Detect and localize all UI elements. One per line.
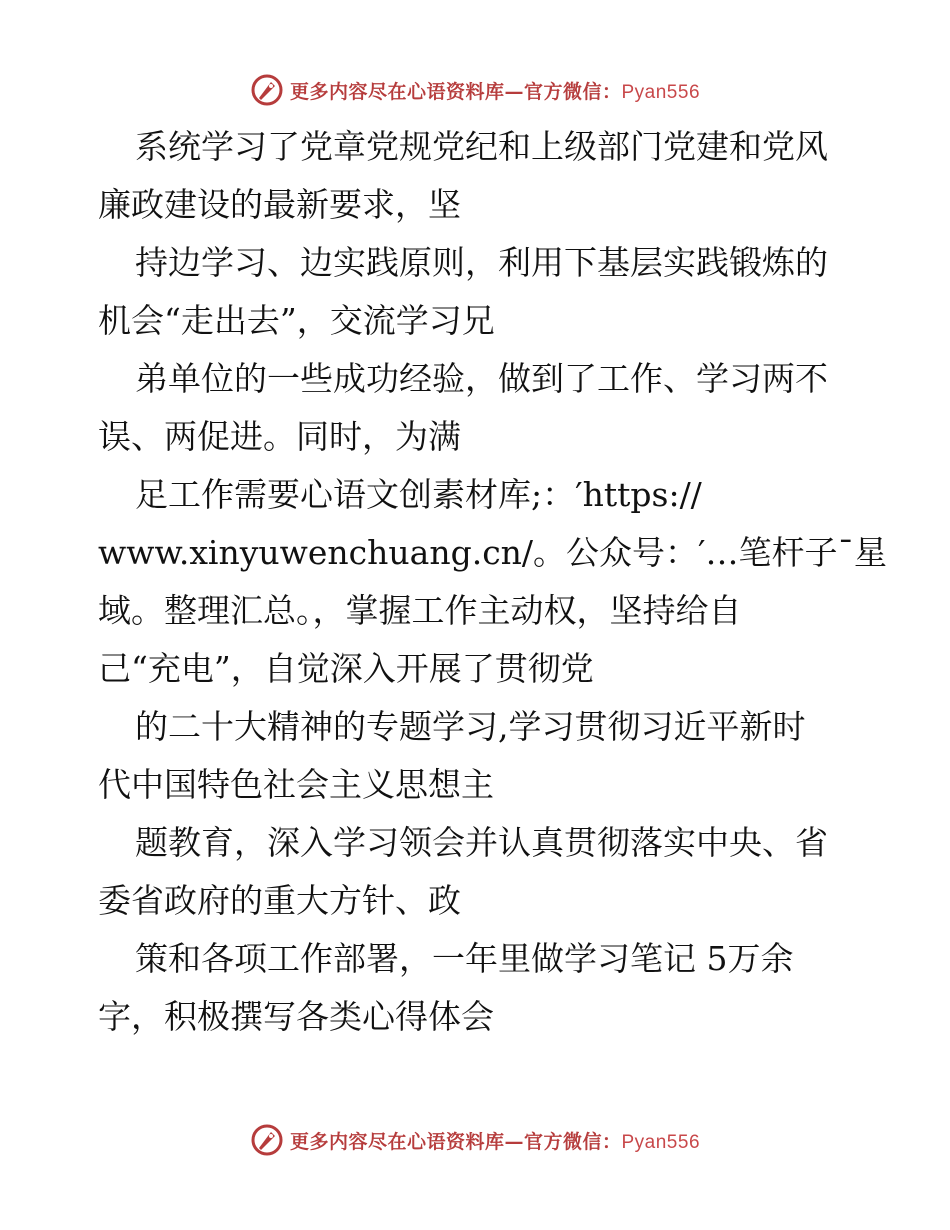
document-body bbox=[98, 118, 888, 1046]
text-line: 策和各项工作部署，一年里做学习笔记 5万余 bbox=[135, 939, 794, 978]
pen-nib-circle-logo bbox=[250, 73, 284, 107]
text-line: 己“充电”，自觉深入开展了贯彻党 bbox=[98, 649, 594, 688]
footer-banner bbox=[0, 1120, 950, 1160]
text-line: 委省政府的重大方针、政 bbox=[98, 881, 461, 920]
text-line: 廉政建设的最新要求，坚 bbox=[98, 185, 461, 224]
header-banner bbox=[0, 70, 950, 110]
footer-banner-dash: — bbox=[504, 1130, 524, 1153]
text-line: 字，积极撰写各类心得体会 bbox=[98, 997, 494, 1036]
header-banner-text bbox=[290, 77, 700, 104]
text-line: 弟单位的一些成功经验，做到了工作、学习两不 bbox=[135, 359, 828, 398]
footer-banner-text bbox=[290, 1127, 700, 1154]
text-line: 机会“走出去”，交流学习兄 bbox=[98, 301, 495, 340]
text-line: 足工作需要心语文创素材库;：′https:// bbox=[135, 475, 702, 514]
header-banner-title: 更多内容尽在心语资料库 bbox=[289, 80, 505, 103]
pen-nib-circle-logo bbox=[250, 1123, 284, 1157]
header-banner-dash: — bbox=[504, 80, 524, 103]
text-line: 系统学习了党章党规党纪和上级部门党建和党风 bbox=[135, 127, 828, 166]
text-line: 域。整理汇总。，掌握工作主动权，坚持给自 bbox=[98, 591, 742, 630]
text-line: 代中国特色社会主义思想主 bbox=[98, 765, 494, 804]
text-line: 持边学习、边实践原则，利用下基层实践锻炼的 bbox=[135, 243, 828, 282]
text-line: 题教育，深入学习领会并认真贯彻落实中央、省 bbox=[135, 823, 828, 862]
text-line: www.xinyuwenchuang.cn/。公众号：′…笔杆子¯星 bbox=[98, 533, 888, 572]
footer-banner-contact-id: Pyan556 bbox=[621, 1131, 701, 1153]
header-banner-contact-label: 官方微信： bbox=[523, 80, 622, 103]
text-line: 误、两促进。同时，为满 bbox=[98, 417, 461, 456]
footer-banner-title: 更多内容尽在心语资料库 bbox=[289, 1130, 505, 1153]
text-line: 的二十大精神的专题学习,学习贯彻习近平新时 bbox=[135, 707, 806, 746]
header-banner-contact-id: Pyan556 bbox=[621, 81, 701, 103]
footer-banner-contact-label: 官方微信： bbox=[523, 1130, 622, 1153]
